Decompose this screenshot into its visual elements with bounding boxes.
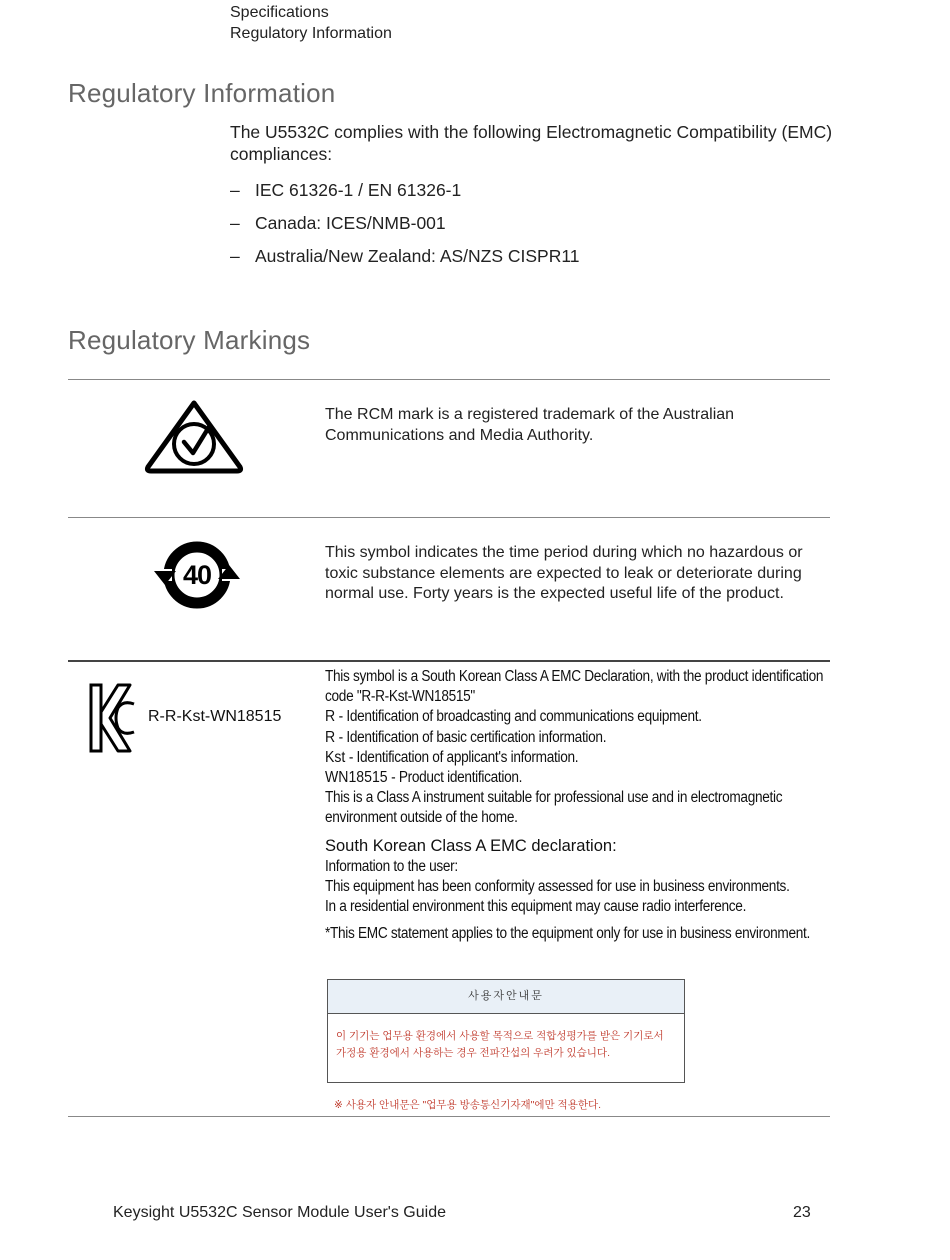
kc-code-label: R-R-Kst-WN18515	[148, 708, 282, 725]
kc-declaration-title: South Korean Class A EMC declaration:	[325, 836, 617, 855]
list-item	[230, 244, 580, 277]
kc-class-a-text: This is a Class A instrument suitable for professional use and in electromagnetic environment outside of the home.	[325, 789, 783, 827]
table-rule-bottom	[68, 1116, 830, 1117]
kc-intro: This symbol is a South Korean Class A EMC Declaration, with the product identification code "R-R-Kst-WN18515"	[325, 668, 824, 706]
rcm-description: The RCM mark is a registered trademark of the Australian Communications and Media Authority.	[325, 406, 735, 444]
breadcrumb-section: Regulatory Information	[230, 25, 392, 42]
korean-notice-footnote: ※ 사용자 안내문은 "업무용 방송통신기자재"에만 적용한다.	[334, 1099, 602, 1111]
kc-kst-line	[325, 748, 835, 768]
regulatory-markings-heading: Regulatory Markings	[68, 325, 311, 355]
kc-declaration-line-1: Information to the user:	[325, 857, 458, 875]
footer-title: Keysight U5532C Sensor Module User's Guide	[113, 1204, 446, 1221]
kc-description	[325, 667, 830, 944]
list-item	[230, 211, 580, 244]
page-number: 23	[793, 1204, 811, 1221]
list-item-text: Australia/New Zealand: AS/NZS CISPR11	[255, 246, 580, 266]
emc-compliance-list	[230, 178, 580, 277]
rcm-mark-icon	[141, 397, 247, 475]
table-rule-top	[68, 379, 830, 380]
kc-declaration-line-2: This equipment has been conformity assessed for use in business environments.	[325, 877, 790, 895]
dash-bullet: –	[230, 180, 240, 200]
kc-r2-key: R	[325, 728, 336, 746]
kc-r1-text: - Identification of broadcasting and communications equipment.	[335, 708, 702, 726]
list-item-text: Canada: ICES/NMB-001	[255, 213, 446, 233]
emc-intro-paragraph: The U5532C complies with the following Electromagnetic Compatibility (EMC) compliances:	[230, 122, 833, 164]
table-rule	[68, 660, 830, 662]
korean-notice-body	[328, 1014, 684, 1062]
kc-wn-key: WN18515	[325, 769, 388, 787]
kc-r2-text: - Identification of basic certification information.	[335, 728, 607, 746]
kc-declaration-line-3: In a residential environment this equipment may cause radio interference.	[325, 898, 747, 916]
kc-r1-key: R	[325, 708, 336, 726]
dash-bullet: –	[230, 213, 240, 233]
kc-r1-line	[325, 707, 835, 727]
kc-wn-text: - Product identification.	[387, 769, 523, 787]
kc-wn-line	[325, 768, 835, 788]
dash-bullet: –	[230, 246, 240, 266]
korean-notice-line-2: 가정용 환경에서 사용하는 경우 전파간섭의 우려가 있습니다.	[336, 1047, 610, 1059]
regulatory-information-heading: Regulatory Information	[68, 78, 336, 108]
table-rule	[68, 517, 830, 518]
korean-user-notice-box	[327, 979, 685, 1083]
kc-statement-note: *This EMC statement applies to the equipment only for use in business environment.	[325, 925, 811, 943]
list-item-text: IEC 61326-1 / EN 61326-1	[255, 180, 462, 200]
forty-year-description: This symbol indicates the time period during which no hazardous or toxic substance elements are expected to leak or deteriorate during normal use. Forty years is the expected useful life of the product.	[325, 544, 803, 602]
kc-kst-key: Kst	[325, 748, 346, 766]
korean-notice-title: 사용자안내문	[328, 980, 684, 1014]
korean-notice-line-1: 이 기기는 업무용 환경에서 사용할 목적으로 적합성평가를 받은 기기로서	[336, 1030, 664, 1042]
list-item	[230, 178, 580, 211]
breadcrumb	[230, 2, 392, 44]
breadcrumb-chapter: Specifications	[230, 4, 329, 21]
kc-r2-line	[325, 728, 835, 748]
forty-year-label: 40	[182, 560, 212, 590]
kc-kst-text: - Identification of applicant's information.	[345, 748, 579, 766]
kc-mark-icon	[88, 682, 138, 754]
